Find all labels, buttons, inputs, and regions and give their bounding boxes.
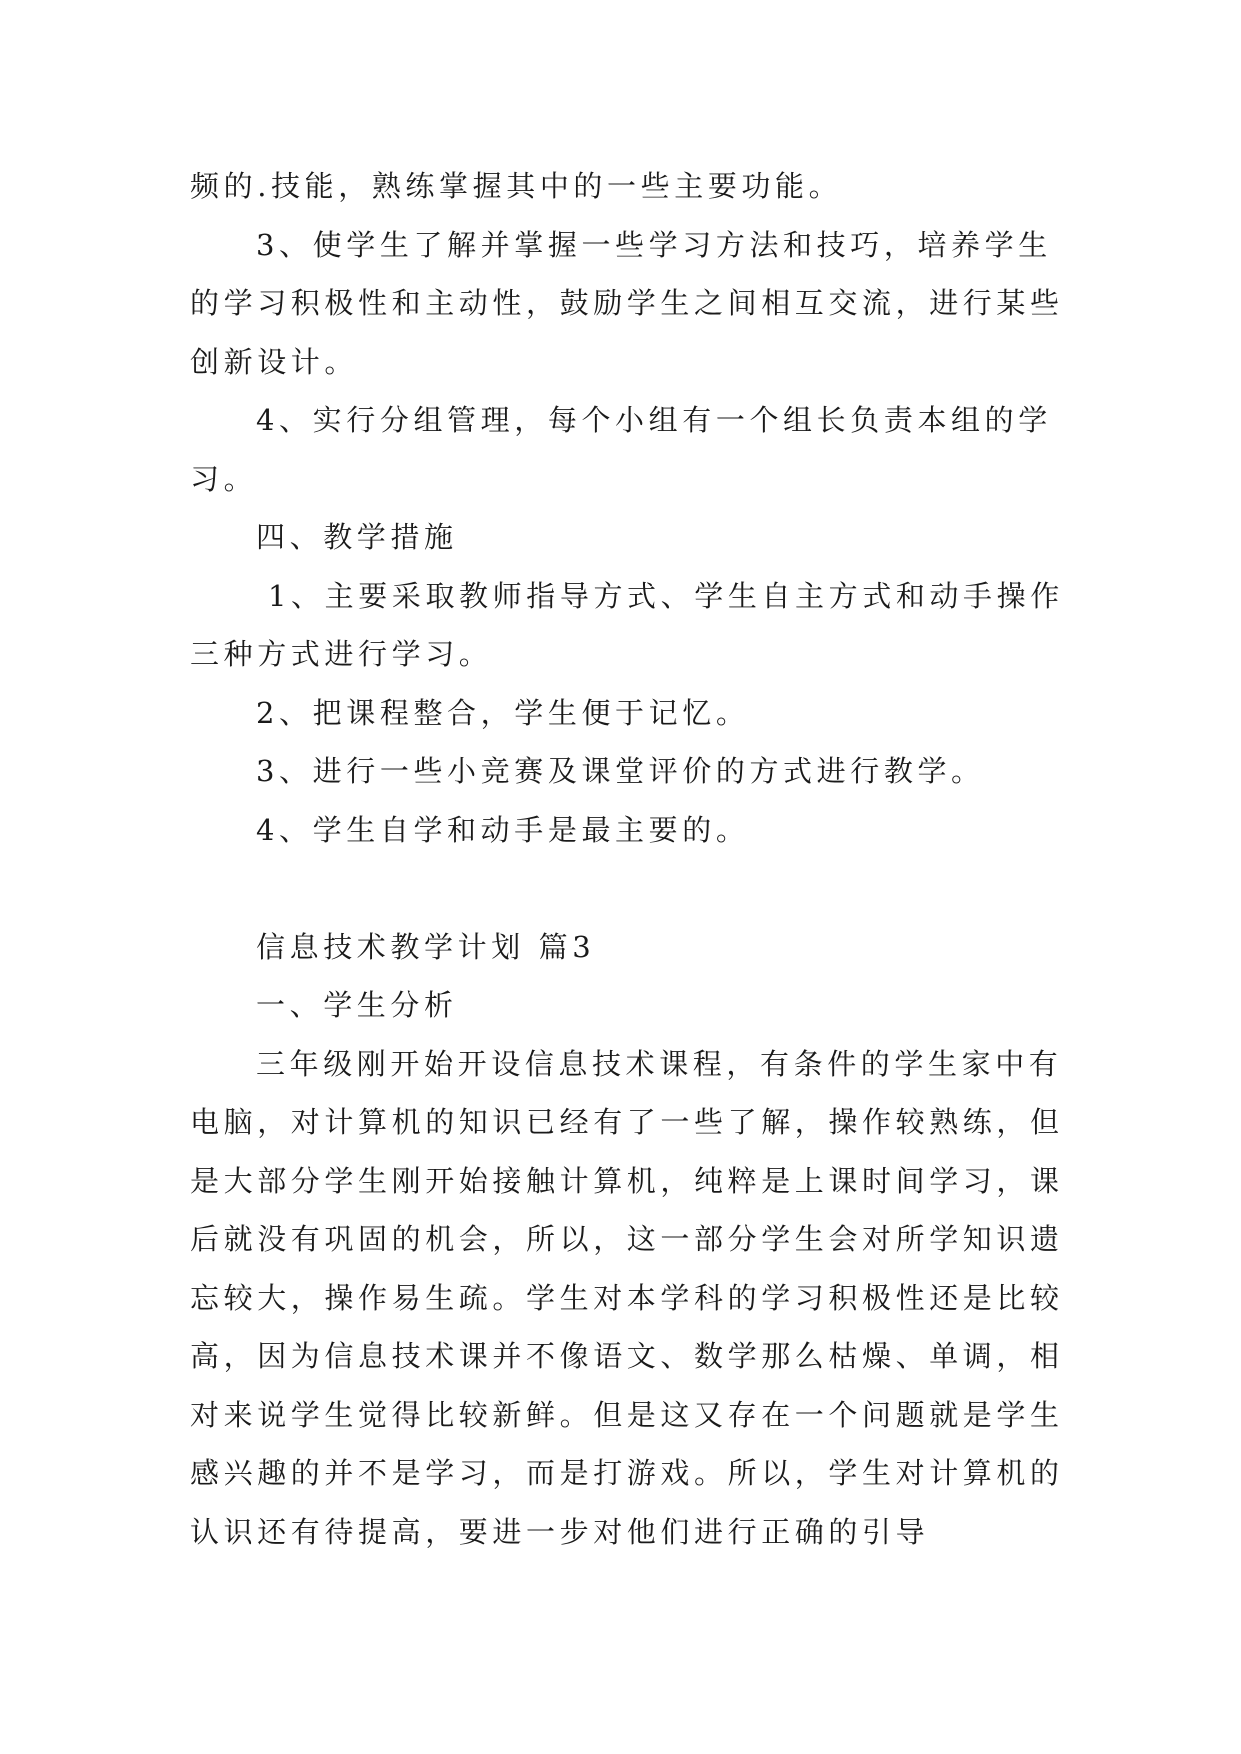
paragraph-line: 2、把课程整合，学生便于记忆。 <box>256 695 750 730</box>
paragraph-line: 4、学生自学和动手是最主要的。 <box>256 812 750 847</box>
document-body <box>190 157 1064 1561</box>
blank-line <box>190 859 1052 918</box>
paragraph-line: 对来说学生觉得比较新鲜。但是这又存在一个问题就是学生 <box>190 1397 1064 1432</box>
paragraph-line: 感兴趣的并不是学习，而是打游戏。所以，学生对计算机的 <box>190 1456 1064 1490</box>
paragraph-line: 创新设计。 <box>190 344 359 379</box>
paragraph-line: 后就没有巩固的机会，所以，这一部分学生会对所学知识遗 <box>190 1222 1064 1256</box>
paragraph-line: 3、使学生了解并掌握一些学习方法和技巧，培养学生 <box>256 227 1052 262</box>
paragraph-line: 习。 <box>190 461 258 496</box>
paragraph-line: 的学习积极性和主动性，鼓励学生之间相互交流，进行某些 <box>190 286 1064 320</box>
paragraph-line: 是大部分学生刚开始接触计算机，纯粹是上课时间学习，课 <box>190 1163 1064 1198</box>
paragraph-line: 忘较大，操作易生疏。学生对本学科的学习积极性还是比较 <box>190 1280 1064 1315</box>
paragraph-line: 认识还有待提高，要进一步对他们进行正确的引导 <box>190 1514 930 1549</box>
paragraph-line: 电脑，对计算机的知识已经有了一些了解，操作较熟练，但 <box>190 1105 1064 1139</box>
section-heading: 四、教学措施 <box>256 520 458 554</box>
paragraph-line: 3、进行一些小竞赛及课堂评价的方式进行教学。 <box>256 754 985 788</box>
document-title: 信息技术教学计划 篇3 <box>256 929 596 964</box>
paragraph-line: 三年级刚开始开设信息技术课程，有条件的学生家中有 <box>256 1046 1063 1081</box>
paragraph-line: 频的.技能，熟练掌握其中的一些主要功能。 <box>190 169 843 203</box>
section-heading: 一、学生分析 <box>256 988 458 1022</box>
paragraph-line: 三种方式进行学习。 <box>190 637 493 671</box>
paragraph-line: 1、主要采取教师指导方式、学生自主方式和动手操作 <box>268 578 1064 613</box>
paragraph-line: 高，因为信息技术课并不像语文、数学那么枯燥、单调，相 <box>190 1339 1064 1373</box>
paragraph-line: 4、实行分组管理，每个小组有一个组长负责本组的学 <box>256 403 1052 437</box>
